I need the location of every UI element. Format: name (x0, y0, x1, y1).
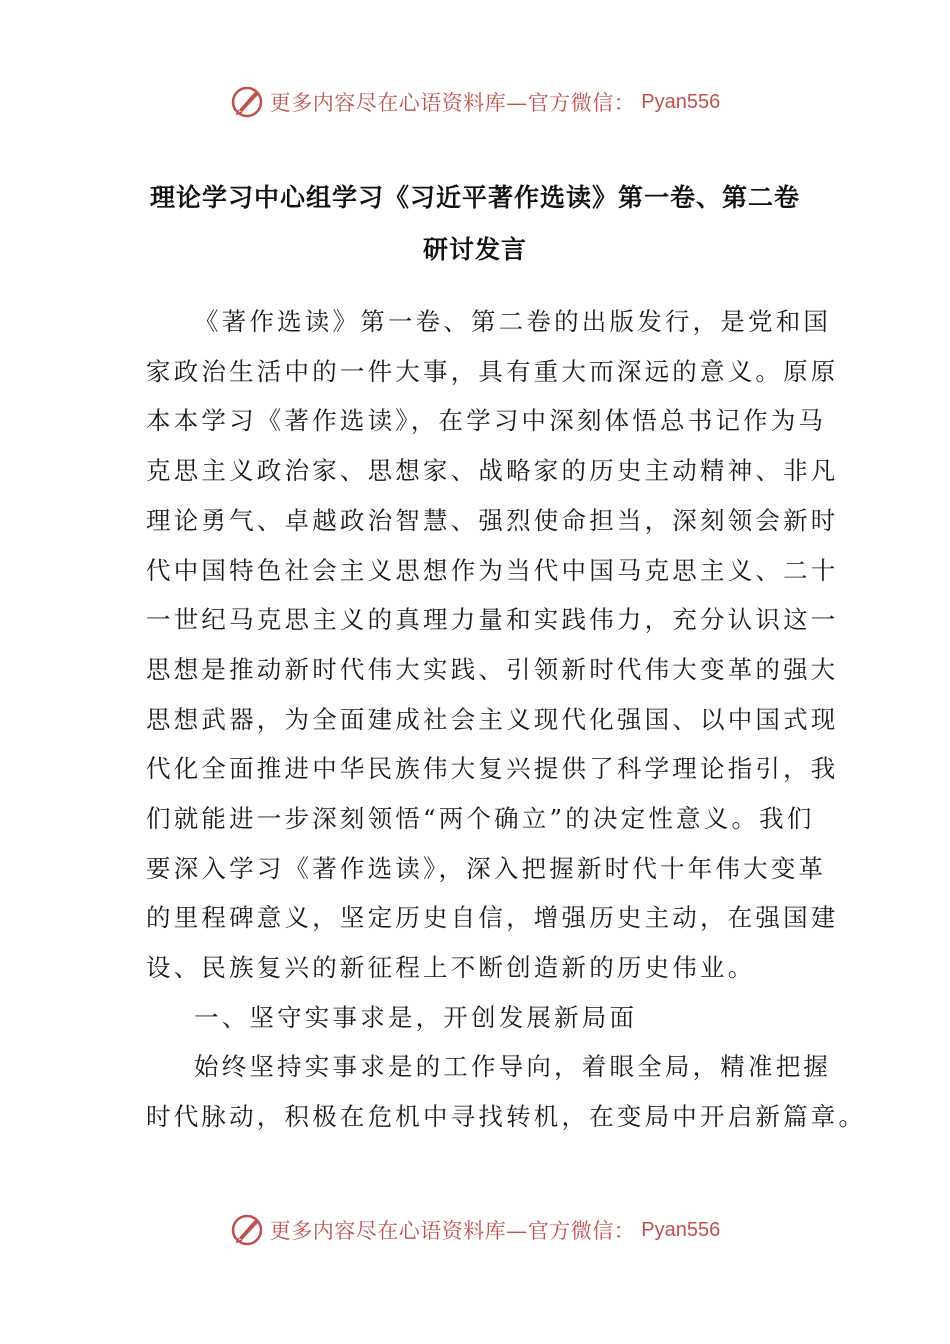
watermark-footer (0, 1210, 950, 1250)
body-line: 一世纪马克思主义的真理力量和实践伟力，充分认识这一 (146, 605, 839, 634)
body-line: 家政治生活中的一件大事，具有重大而深远的意义。原原 (146, 357, 839, 386)
body-line: 们就能进一步深刻领悟“两个确立”的决定性意义。我们 (146, 804, 815, 833)
body-line: 思想武器，为全面建成社会主义现代化强国、以中国式现 (146, 705, 839, 734)
body-line: 时代脉动，积极在危机中寻找转机，在变局中开启新篇章。 (146, 1102, 867, 1131)
body-line: 始终坚持实事求是的工作导向，着眼全局，精准把握 (194, 1052, 832, 1081)
body-line: 《著作选读》第一卷、第二卷的出版发行，是党和国 (194, 307, 832, 336)
body-line: 代中国特色社会主义思想作为当代中国马克思主义、二十 (146, 556, 839, 585)
pen-logo-icon (230, 85, 264, 119)
body-line: 理论勇气、卓越政治智慧、强烈使命担当，深刻领会新时 (146, 506, 839, 535)
watermark-wechat-id: Pyan556 (641, 90, 721, 113)
body-line: 设、民族复兴的新征程上不断创造新的历史伟业。 (146, 953, 756, 982)
body-line: 代化全面推进中华民族伟大复兴提供了科学理论指引，我 (146, 754, 839, 783)
section-heading: 一、坚守实事求是，开创发展新局面 (194, 1003, 638, 1032)
body-line: 要深入学习《著作选读》，深入把握新时代十年伟大变革 (146, 854, 827, 883)
body-line: 的里程碑意义，坚定历史自信，增强历史主动，在强国建 (146, 903, 839, 932)
watermark-header (0, 82, 950, 122)
watermark-wechat-id: Pyan556 (641, 1218, 721, 1241)
watermark-text: 更多内容尽在心语资料库—官方微信： (269, 91, 636, 115)
watermark-text: 更多内容尽在心语资料库—官方微信： (269, 1219, 636, 1243)
document-title-line1: 理论学习中心组学习《习近平著作选读》第一卷、第二卷 (149, 183, 800, 212)
pen-logo-icon (230, 1213, 264, 1247)
document-title-line2: 研讨发言 (422, 235, 527, 264)
body-line: 克思主义政治家、思想家、战略家的历史主动精神、非凡 (146, 456, 839, 485)
body-line: 思想是推动新时代伟大实践、引领新时代伟大变革的强大 (146, 655, 839, 684)
body-line: 本本学习《著作选读》，在学习中深刻体悟总书记作为马 (146, 406, 827, 435)
